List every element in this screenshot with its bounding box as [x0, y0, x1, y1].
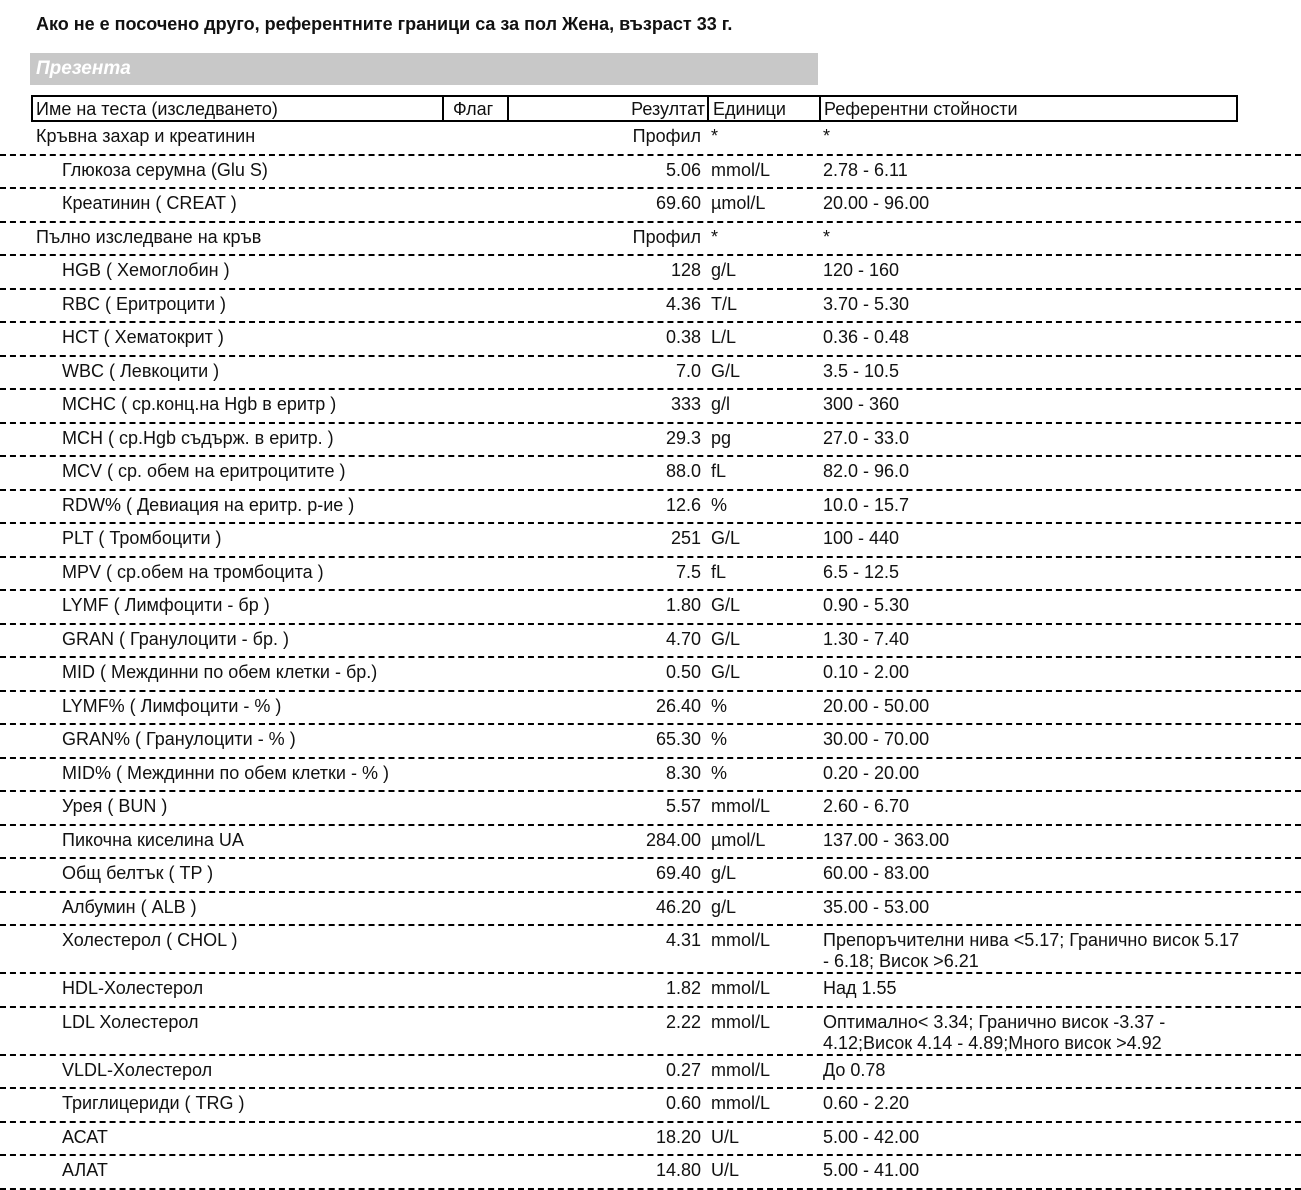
- test-unit: *: [711, 126, 719, 146]
- column-reference-header: Референтни стойности: [824, 99, 1018, 119]
- column-result-header: Резултат: [631, 99, 705, 119]
- test-reference: 30.00 - 70.00: [823, 729, 930, 749]
- test-reference: 2.60 - 6.70: [823, 796, 910, 816]
- test-result: 12.6: [665, 494, 701, 515]
- test-result: 4.70: [665, 628, 701, 649]
- table-row: [0, 1156, 1301, 1190]
- test-unit: mmol/L: [711, 796, 771, 816]
- test-name: HCT ( Хематокрит ): [62, 327, 224, 347]
- table-row: [0, 1008, 1301, 1056]
- test-unit: mmol/L: [711, 1093, 771, 1113]
- table-row: [0, 156, 1301, 190]
- column-divider: [707, 97, 709, 120]
- test-result: 128: [670, 260, 701, 280]
- test-name: Креатинин ( CREAT ): [62, 193, 237, 213]
- test-name: Албумин ( ALB ): [62, 896, 197, 917]
- table-row: [0, 424, 1301, 458]
- test-unit: G/L: [711, 595, 741, 615]
- test-reference: Препоръчителни нива <5.17; Гранично висок 5.17 - 6.18; Висок >6.21: [823, 930, 1240, 971]
- table-row: [0, 792, 1301, 826]
- test-unit: fL: [711, 461, 727, 481]
- table-row: [0, 323, 1301, 357]
- test-reference: 20.00 - 96.00: [823, 193, 930, 213]
- test-result: 0.50: [665, 662, 701, 682]
- test-reference: 0.60 - 2.20: [823, 1093, 910, 1113]
- table-row: [0, 926, 1301, 974]
- test-result: 333: [670, 394, 701, 414]
- test-name: Пикочна киселина UA: [62, 829, 244, 850]
- test-reference: До 0.78: [823, 1059, 886, 1080]
- table-row: [0, 524, 1301, 558]
- test-unit: %: [711, 729, 728, 749]
- test-result: 251: [670, 528, 701, 548]
- test-name: VLDL-Холестерол: [62, 1059, 213, 1080]
- test-unit: %: [711, 695, 728, 716]
- test-name: АЛАТ: [62, 1160, 108, 1180]
- test-unit: G/L: [711, 662, 741, 682]
- test-name: MCV ( ср. обем на еритроцитите ): [62, 461, 346, 481]
- test-name: LYMF ( Лимфоцити - бр ): [62, 595, 270, 615]
- test-result: 1.82: [665, 978, 701, 998]
- test-result: 5.57: [665, 796, 701, 816]
- test-result: 69.60: [655, 193, 701, 213]
- table-row: [0, 256, 1301, 290]
- test-result: 1.80: [665, 595, 701, 615]
- table-row: [0, 692, 1301, 726]
- column-divider: [819, 97, 821, 120]
- test-result: 5.06: [665, 159, 701, 180]
- test-reference: 300 - 360: [823, 394, 900, 414]
- test-reference: 5.00 - 41.00: [823, 1160, 920, 1180]
- test-name: Кръвна захар и креатинин: [36, 126, 256, 146]
- table-header: [31, 95, 1238, 122]
- column-name-header: Име на теста (изследването): [36, 99, 278, 119]
- table-row: [0, 457, 1301, 491]
- test-unit: %: [711, 494, 728, 515]
- test-name: HDL-Холестерол: [62, 978, 204, 998]
- table-row: [0, 625, 1301, 659]
- test-unit: g/L: [711, 863, 737, 883]
- test-reference: 120 - 160: [823, 260, 900, 280]
- test-name: Триглицериди ( TRG ): [62, 1093, 245, 1113]
- test-unit: µmol/L: [711, 193, 766, 213]
- test-reference: 5.00 - 42.00: [823, 1126, 920, 1147]
- test-result: 29.3: [665, 427, 701, 448]
- test-unit: G/L: [711, 628, 741, 649]
- test-result: 4.36: [665, 293, 701, 314]
- test-name: Пълно изследване на кръв: [36, 226, 262, 247]
- test-unit: L/L: [711, 327, 737, 347]
- table-row: [0, 859, 1301, 893]
- test-unit: g/L: [711, 260, 737, 280]
- test-unit: mmol/L: [711, 978, 771, 998]
- test-reference: *: [823, 126, 831, 146]
- test-reference: 20.00 - 50.00: [823, 695, 930, 716]
- test-result: 65.30: [655, 729, 701, 749]
- test-unit: pg: [711, 427, 732, 448]
- test-name: Урея ( BUN ): [62, 796, 168, 816]
- column-unit-header: Единици: [713, 99, 786, 119]
- test-unit: U/L: [711, 1160, 740, 1180]
- test-result: 26.40: [655, 695, 701, 716]
- test-name: GRAN% ( Гранулоцити - % ): [62, 729, 296, 749]
- test-reference: 35.00 - 53.00: [823, 896, 930, 917]
- table-group-row: [0, 223, 1301, 257]
- test-unit: mmol/L: [711, 1011, 771, 1032]
- table-row: [0, 1056, 1301, 1090]
- test-result: 8.30: [665, 762, 701, 783]
- test-unit: mmol/L: [711, 1059, 771, 1080]
- test-result: 69.40: [655, 863, 701, 883]
- test-result: 4.31: [665, 930, 701, 950]
- test-reference: 2.78 - 6.11: [823, 159, 908, 180]
- test-reference: 27.0 - 33.0: [823, 427, 910, 448]
- test-name: WBC ( Левкоцити ): [62, 360, 220, 381]
- reference-note: Ако не е посочено друго, референтните граници са за пол Жена, възраст 33 г.: [36, 14, 733, 34]
- test-reference: Оптимално< 3.34; Гранично висок -3.37 - 4.12;Висок 4.14 - 4.89;Много висок >4.92: [823, 1011, 1166, 1053]
- test-reference: 3.70 - 5.30: [823, 293, 910, 314]
- table-row: [0, 390, 1301, 424]
- table-row: [0, 357, 1301, 391]
- table-row: [0, 893, 1301, 927]
- test-reference: 1.30 - 7.40: [823, 628, 910, 649]
- test-unit: mmol/L: [711, 930, 771, 950]
- test-reference: 137.00 - 363.00: [823, 829, 950, 850]
- table-row: [0, 189, 1301, 223]
- section-header: [30, 53, 818, 85]
- table-row: [0, 290, 1301, 324]
- table-row: [0, 491, 1301, 525]
- test-name: АСАТ: [62, 1126, 108, 1147]
- test-result: 0.38: [665, 327, 701, 347]
- test-unit: fL: [711, 561, 727, 582]
- test-reference: Над 1.55: [823, 978, 897, 998]
- test-reference: 0.90 - 5.30: [823, 595, 910, 615]
- table-row: [0, 1123, 1301, 1157]
- test-unit: G/L: [711, 360, 741, 381]
- test-name: MID ( Междинни по обем клетки - бр.): [62, 662, 378, 682]
- section-title: Презента: [36, 58, 131, 79]
- test-unit: %: [711, 762, 728, 783]
- table-row: [0, 826, 1301, 860]
- table-row: [0, 591, 1301, 625]
- test-result: 0.27: [665, 1059, 701, 1080]
- table-row: [0, 1089, 1301, 1123]
- results-table: [0, 122, 1301, 1190]
- test-name: Глюкоза серумна (Glu S): [62, 159, 268, 180]
- test-unit: mmol/L: [711, 159, 771, 180]
- test-name: GRAN ( Гранулоцити - бр. ): [62, 628, 289, 649]
- test-result: 2.22: [665, 1011, 701, 1032]
- column-divider: [442, 97, 444, 120]
- test-name: Общ белтък ( TP ): [62, 863, 214, 883]
- table-row: [0, 558, 1301, 592]
- test-name: MCH ( ср.Hgb съдърж. в еритр. ): [62, 427, 334, 448]
- test-reference: 6.5 - 12.5: [823, 561, 900, 582]
- test-unit: T/L: [711, 293, 738, 314]
- test-result: 18.20: [655, 1126, 701, 1147]
- test-name: MPV ( ср.обем на тромбоцита ): [62, 561, 324, 582]
- test-result: 14.80: [655, 1160, 701, 1180]
- test-name: Холестерол ( CHOL ): [62, 930, 238, 950]
- test-reference: 82.0 - 96.0: [823, 461, 910, 481]
- test-reference: 0.10 - 2.00: [823, 662, 910, 682]
- test-name: MCHC ( ср.конц.на Hgb в еритр ): [62, 394, 337, 414]
- table-row: [0, 725, 1301, 759]
- test-reference: 0.20 - 20.00: [823, 762, 920, 783]
- table-row: [0, 974, 1301, 1008]
- test-result: 46.20: [655, 896, 701, 917]
- test-name: LDL Холестерол: [62, 1011, 199, 1032]
- test-name: HGB ( Хемоглобин ): [62, 260, 230, 280]
- test-unit: G/L: [711, 528, 741, 548]
- test-result: 284.00: [645, 829, 701, 850]
- test-result: Профил: [632, 226, 701, 247]
- test-reference: 10.0 - 15.7: [823, 494, 910, 515]
- column-flag-header: Флаг: [453, 99, 494, 119]
- test-reference: *: [823, 226, 831, 247]
- test-name: PLT ( Тромбоцити ): [62, 528, 222, 548]
- test-reference: 3.5 - 10.5: [823, 360, 900, 381]
- test-reference: 100 - 440: [823, 528, 900, 548]
- test-result: 0.60: [665, 1093, 701, 1113]
- test-unit: g/L: [711, 896, 737, 917]
- test-unit: *: [711, 226, 719, 247]
- table-group-row: [0, 122, 1301, 156]
- table-row: [0, 658, 1301, 692]
- column-divider: [507, 97, 509, 120]
- test-result: Профил: [632, 126, 701, 146]
- test-result: 88.0: [665, 461, 701, 481]
- test-result: 7.5: [675, 561, 701, 582]
- test-unit: µmol/L: [711, 829, 766, 850]
- test-unit: U/L: [711, 1126, 740, 1147]
- test-reference: 0.36 - 0.48: [823, 327, 910, 347]
- test-name: RDW% ( Девиация на еритр. р-ие ): [62, 494, 355, 515]
- test-reference: 60.00 - 83.00: [823, 863, 930, 883]
- test-result: 7.0: [675, 360, 701, 381]
- test-name: MID% ( Междинни по обем клетки - % ): [62, 762, 389, 783]
- test-name: RBC ( Еритроцити ): [62, 293, 226, 314]
- table-row: [0, 759, 1301, 793]
- test-unit: g/l: [711, 394, 731, 414]
- test-name: LYMF% ( Лимфоцити - % ): [62, 695, 282, 716]
